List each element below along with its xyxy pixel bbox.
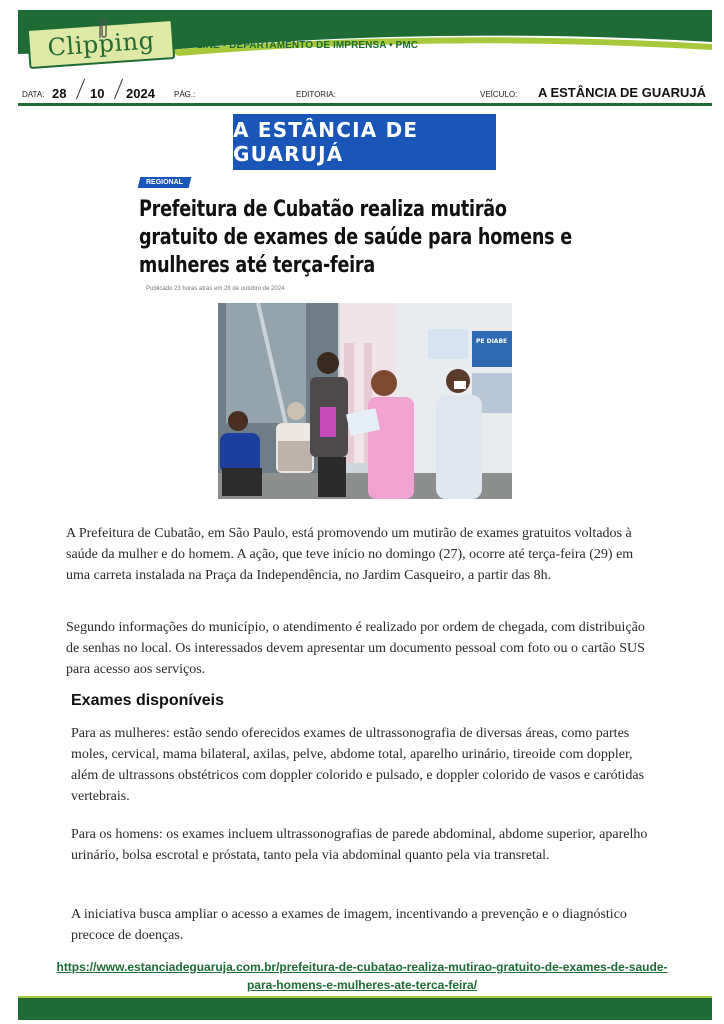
photo-sign-text: PE DIABE bbox=[476, 338, 508, 345]
date-separator bbox=[76, 79, 85, 100]
department-line: ON-LINE • DEPARTAMENTO DE IMPRENSA • PMC bbox=[178, 40, 419, 51]
clipping-logo-text: Clipping bbox=[46, 26, 156, 62]
article-paragraph: A iniciativa busca ampliar o acesso a exames de imagem, incentivando a prevenção e o diagnóstico precoce de doenças. bbox=[71, 907, 627, 943]
region-tag-label: REGIONAL bbox=[146, 179, 183, 186]
article-photo bbox=[218, 303, 512, 499]
footer-band bbox=[18, 998, 712, 1020]
meta-divider bbox=[18, 103, 712, 106]
date-separator bbox=[114, 79, 123, 100]
article-paragraph: Para os homens: os exames incluem ultrassonografias de parede abdominal, abdome superior, aparelho urinário, bolsa escrotal e próstata, tanto pela via abdominal quanto pela via transretal. bbox=[71, 827, 648, 863]
region-tag bbox=[138, 177, 192, 188]
newspaper-masthead bbox=[233, 114, 496, 170]
vehicle-name: A ESTÂNCIA DE GUARUJÁ bbox=[537, 85, 706, 100]
newspaper-name: A ESTÂNCIA DE GUARUJÁ bbox=[233, 118, 419, 166]
page-label: PÁG.: bbox=[174, 90, 196, 99]
paperclip-icon bbox=[96, 18, 110, 40]
publish-info: Publicado 23 horas atrás em 28 de outubro de 2024 bbox=[146, 286, 285, 292]
vehicle-label: VEÍCULO: bbox=[480, 90, 518, 99]
article-headline: Prefeitura de Cubatão realiza mutirão gratuito de exames de saúde para homens e mulheres até terça-feira bbox=[139, 197, 572, 278]
article-paragraph: Segundo informações do município, o atendimento é realizado por ordem de chegada, com distribuição de senhas no local. Os interessados devem apresentar um documento pessoal com foto ou o cartão SUS para acesso aos serviços. bbox=[66, 620, 645, 677]
date-day: 28 bbox=[52, 86, 67, 101]
source-link[interactable]: https://www.estanciadeguaruja.com.br/prefeitura-de-cubatao-realiza-mutirao-gratuito-de-exames-de-saude-para-homens-e-mulheres-ate-terca-feira/ bbox=[56, 960, 668, 992]
date-month: 10 bbox=[90, 86, 105, 101]
clipping-meta-row bbox=[22, 80, 712, 104]
date-label: DATA: bbox=[22, 90, 45, 99]
editoria-label: EDITORIA: bbox=[296, 90, 336, 99]
article-paragraph: A Prefeitura de Cubatão, em São Paulo, está promovendo um mutirão de exames gratuitos voltados à saúde da mulher e do homem. A ação, que teve início no domingo (27), ocorre até terça-feira (29) em uma carreta instalada na Praça da Independência, no Jardim Casqueiro, a partir das 8h. bbox=[66, 526, 634, 583]
section-title: Exames disponíveis bbox=[71, 692, 224, 709]
article-paragraph: Para as mulheres: estão sendo oferecidos exames de ultrassonografia de diversas áreas, como partes moles, cervical, mama bilateral, axilas, pelve, abdome total, aparelho urinário, tireoide com doppler, além de ultrassons obstétricos com doppler colorido e pulsado, e doppler colorido de vasos e carótidas vertebrais. bbox=[71, 726, 645, 804]
date-year: 2024 bbox=[126, 86, 155, 101]
